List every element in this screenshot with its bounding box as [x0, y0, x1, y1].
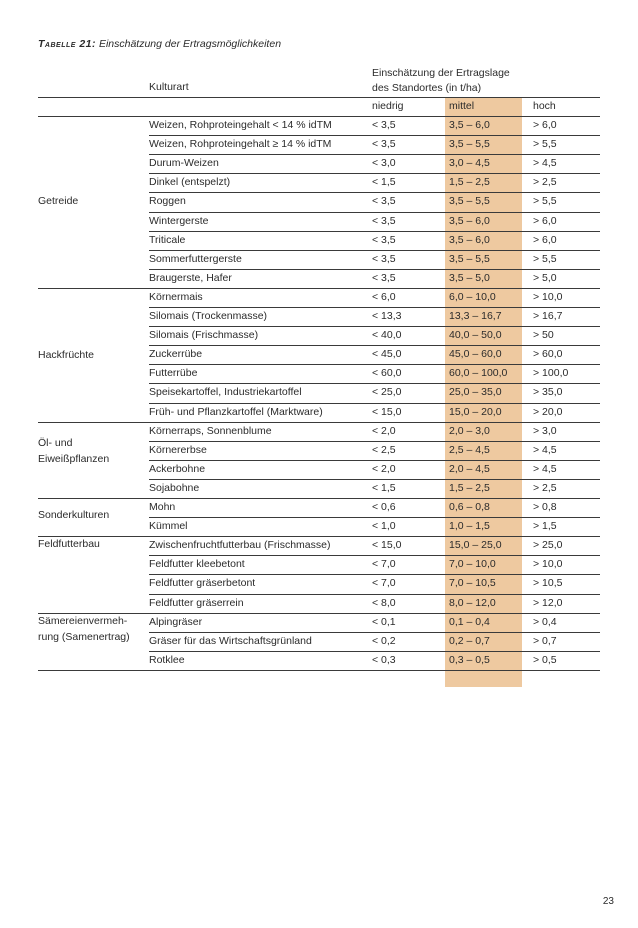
cell-niedrig: < 0,1 — [372, 615, 396, 628]
cell-kulturart: Körnererbse — [149, 443, 207, 456]
cell-mittel: 3,5 – 6,0 — [449, 233, 490, 246]
cell-niedrig: < 45,0 — [372, 348, 402, 361]
table-row — [149, 651, 600, 670]
cell-hoch: > 25,0 — [533, 539, 563, 552]
cell-hoch: > 10,5 — [533, 577, 563, 590]
cell-kulturart: Sojabohne — [149, 481, 200, 494]
cell-kulturart: Wintergerste — [149, 214, 209, 227]
cell-niedrig: < 60,0 — [372, 367, 402, 380]
cell-niedrig: < 0,2 — [372, 634, 396, 647]
table-row — [149, 422, 600, 441]
header-mittel: mittel — [449, 100, 475, 112]
cell-mittel: 15,0 – 25,0 — [449, 539, 502, 552]
group-label-line1: Feldfutterbau — [38, 538, 100, 550]
cell-niedrig: < 3,5 — [372, 138, 396, 151]
cell-mittel: 1,5 – 2,5 — [449, 481, 490, 494]
table-row — [149, 154, 600, 173]
table-row — [149, 250, 600, 269]
cell-mittel: 7,0 – 10,0 — [449, 558, 496, 571]
cell-hoch: > 50 — [533, 329, 554, 342]
cell-mittel: 3,5 – 5,5 — [449, 138, 490, 151]
header-einschaetzung — [372, 66, 510, 96]
table-row — [149, 460, 600, 479]
cell-kulturart: Weizen, Rohproteingehalt < 14 % idTM — [149, 119, 332, 131]
cell-mittel: 3,5 – 5,5 — [449, 252, 490, 265]
cell-kulturart: Mohn — [149, 501, 176, 513]
cell-niedrig: < 3,5 — [372, 252, 396, 265]
cell-hoch: > 0,4 — [533, 615, 557, 628]
cell-hoch: > 60,0 — [533, 348, 563, 361]
table-row — [149, 116, 600, 135]
cell-kulturart: Futterrübe — [149, 367, 198, 380]
cell-niedrig: < 1,5 — [372, 481, 396, 494]
cell-mittel: 25,0 – 35,0 — [449, 386, 502, 399]
cell-niedrig: < 3,5 — [372, 271, 396, 284]
group-label-line2: Eiweißpflanzen — [38, 453, 110, 465]
cell-kulturart: Feldfutter gräserbetont — [149, 577, 256, 590]
cell-kulturart: Zwischenfruchtfutterbau (Frischmasse) — [149, 539, 331, 552]
cell-niedrig: < 3,5 — [372, 119, 396, 131]
table-row — [149, 231, 600, 250]
table-row — [149, 212, 600, 231]
cell-hoch: > 0,5 — [533, 653, 557, 666]
cell-mittel: 1,5 – 2,5 — [449, 176, 490, 189]
cell-hoch: > 5,0 — [533, 271, 557, 284]
cell-kulturart: Weizen, Rohproteingehalt ≥ 14 % idTM — [149, 138, 332, 151]
group-label-line1: Öl- und — [38, 437, 73, 449]
table-row — [149, 307, 600, 326]
cell-niedrig: < 1,5 — [372, 176, 396, 189]
cell-kulturart: Sommerfuttergerste — [149, 252, 242, 265]
cell-hoch: > 5,5 — [533, 252, 557, 265]
cell-mittel: 3,0 – 4,5 — [449, 157, 490, 170]
cell-kulturart: Körnermais — [149, 290, 203, 303]
cell-hoch: > 2,5 — [533, 481, 557, 494]
cell-niedrig: < 3,0 — [372, 157, 396, 170]
cell-niedrig: < 3,5 — [372, 233, 396, 246]
header-einschaetzung-line1: Einschätzung der Ertragslage — [372, 67, 510, 79]
cell-niedrig: < 7,0 — [372, 577, 396, 590]
cell-mittel: 15,0 – 20,0 — [449, 405, 502, 418]
table-row — [149, 441, 600, 460]
cell-niedrig: < 0,6 — [372, 501, 396, 513]
cell-niedrig: < 7,0 — [372, 558, 396, 571]
table-row — [149, 613, 600, 632]
cell-hoch: > 6,0 — [533, 119, 557, 131]
cell-hoch: > 20,0 — [533, 405, 563, 418]
header-einschaetzung-line2: des Standortes (in t/ha) — [372, 82, 482, 94]
group-label — [38, 613, 130, 645]
cell-mittel: 2,0 – 4,5 — [449, 462, 490, 475]
cell-mittel: 7,0 – 10,5 — [449, 577, 496, 590]
cell-mittel: 13,3 – 16,7 — [449, 310, 502, 322]
cell-kulturart: Triticale — [149, 233, 186, 246]
cell-mittel: 1,0 – 1,5 — [449, 520, 490, 533]
cell-kulturart: Zuckerrübe — [149, 348, 203, 361]
cell-hoch: > 35,0 — [533, 386, 563, 399]
table-caption-label: Tabelle 21: — [38, 38, 97, 50]
table-bottom-rule — [38, 670, 600, 671]
group-label-line1: Getreide — [38, 195, 79, 207]
cell-hoch: > 5,5 — [533, 138, 557, 151]
cell-mittel: 2,0 – 3,0 — [449, 424, 490, 437]
table-row — [149, 326, 600, 345]
cell-mittel: 0,2 – 0,7 — [449, 634, 490, 647]
cell-hoch: > 100,0 — [533, 367, 569, 380]
table-row — [149, 269, 600, 288]
table-row — [149, 135, 600, 154]
cell-mittel: 3,5 – 5,5 — [449, 195, 490, 208]
cell-kulturart: Braugerste, Hafer — [149, 271, 232, 284]
cell-niedrig: < 40,0 — [372, 329, 402, 342]
table-row — [149, 345, 600, 364]
group-label — [38, 435, 109, 467]
table-row — [149, 574, 600, 593]
cell-kulturart: Roggen — [149, 195, 186, 208]
cell-niedrig: < 25,0 — [372, 386, 402, 399]
cell-kulturart: Früh- und Pflanzkartoffel (Marktware) — [149, 405, 323, 418]
cell-hoch: > 2,5 — [533, 176, 557, 189]
table-row — [149, 173, 600, 192]
table-row — [149, 364, 600, 383]
cell-hoch: > 12,0 — [533, 596, 563, 609]
cell-hoch: > 6,0 — [533, 214, 557, 227]
header-hoch: hoch — [533, 100, 556, 112]
cell-hoch: > 10,0 — [533, 558, 563, 571]
cell-niedrig: < 2,5 — [372, 443, 396, 456]
cell-mittel: 0,6 – 0,8 — [449, 501, 490, 513]
cell-hoch: > 0,8 — [533, 501, 557, 513]
cell-kulturart: Rotklee — [149, 653, 185, 666]
cell-kulturart: Ackerbohne — [149, 462, 206, 475]
cell-mittel: 2,5 – 4,5 — [449, 443, 490, 456]
table-row — [149, 192, 600, 211]
cell-niedrig: < 2,0 — [372, 462, 396, 475]
table-row — [149, 288, 600, 307]
cell-mittel: 3,5 – 5,0 — [449, 271, 490, 284]
cell-niedrig: < 1,0 — [372, 520, 396, 533]
table-row — [149, 383, 600, 402]
cell-mittel: 60,0 – 100,0 — [449, 367, 508, 380]
table-row — [149, 479, 600, 498]
table-row — [149, 594, 600, 613]
cell-hoch: > 4,5 — [533, 462, 557, 475]
cell-kulturart: Durum-Weizen — [149, 157, 219, 170]
group-label — [38, 536, 100, 552]
cell-hoch: > 4,5 — [533, 443, 557, 456]
group-label-line1: Sämereienvermeh- — [38, 615, 128, 627]
cell-kulturart: Speisekartoffel, Industriekartoffel — [149, 386, 302, 399]
header-niedrig: niedrig — [372, 100, 404, 112]
cell-mittel: 8,0 – 12,0 — [449, 596, 496, 609]
cell-mittel: 0,1 – 0,4 — [449, 615, 490, 628]
cell-niedrig: < 13,3 — [372, 310, 402, 322]
table-caption — [38, 38, 281, 50]
cell-kulturart: Dinkel (entspelzt) — [149, 176, 231, 189]
cell-mittel: 6,0 – 10,0 — [449, 290, 496, 303]
cell-kulturart: Kümmel — [149, 520, 188, 533]
table-row — [149, 498, 600, 517]
cell-hoch: > 10,0 — [533, 290, 563, 303]
table-row — [149, 517, 600, 536]
cell-niedrig: < 6,0 — [372, 290, 396, 303]
header-kulturart: Kulturart — [149, 81, 189, 93]
group-label — [38, 347, 94, 363]
cell-mittel: 3,5 – 6,0 — [449, 119, 490, 131]
group-label-line2: rung (Samenertrag) — [38, 631, 130, 643]
cell-kulturart: Silomais (Trockenmasse) — [149, 310, 268, 322]
cell-hoch: > 5,5 — [533, 195, 557, 208]
cell-hoch: > 16,7 — [533, 310, 563, 322]
cell-mittel: 0,3 – 0,5 — [449, 653, 490, 666]
cell-niedrig: < 15,0 — [372, 539, 402, 552]
group-label-line1: Hackfrüchte — [38, 349, 95, 361]
group-label — [38, 507, 109, 523]
cell-niedrig: < 3,5 — [372, 214, 396, 227]
cell-kulturart: Körnerraps, Sonnenblume — [149, 424, 272, 437]
cell-kulturart: Gräser für das Wirtschaftsgrünland — [149, 634, 312, 647]
cell-niedrig: < 2,0 — [372, 424, 396, 437]
cell-niedrig: < 0,3 — [372, 653, 396, 666]
cell-mittel: 40,0 – 50,0 — [449, 329, 502, 342]
table-row — [149, 632, 600, 651]
cell-mittel: 45,0 – 60,0 — [449, 348, 502, 361]
cell-hoch: > 0,7 — [533, 634, 557, 647]
table-row — [149, 536, 600, 555]
cell-kulturart: Feldfutter kleebetont — [149, 558, 245, 571]
cell-hoch: > 1,5 — [533, 520, 557, 533]
table-caption-text: Einschätzung der Ertragsmöglichkeiten — [98, 38, 282, 50]
table-row — [149, 403, 600, 422]
cell-hoch: > 4,5 — [533, 157, 557, 170]
table-row — [149, 555, 600, 574]
group-label-line1: Sonderkulturen — [38, 509, 110, 521]
cell-hoch: > 6,0 — [533, 233, 557, 246]
cell-niedrig: < 3,5 — [372, 195, 396, 208]
cell-hoch: > 3,0 — [533, 424, 557, 437]
header-rule — [38, 97, 600, 98]
cell-kulturart: Feldfutter gräserrein — [149, 596, 244, 609]
page-number: 23 — [602, 896, 614, 907]
cell-niedrig: < 15,0 — [372, 405, 402, 418]
cell-kulturart: Alpingräser — [149, 615, 203, 628]
group-label — [38, 193, 78, 209]
cell-niedrig: < 8,0 — [372, 596, 396, 609]
cell-kulturart: Silomais (Frischmasse) — [149, 329, 259, 342]
cell-mittel: 3,5 – 6,0 — [449, 214, 490, 227]
